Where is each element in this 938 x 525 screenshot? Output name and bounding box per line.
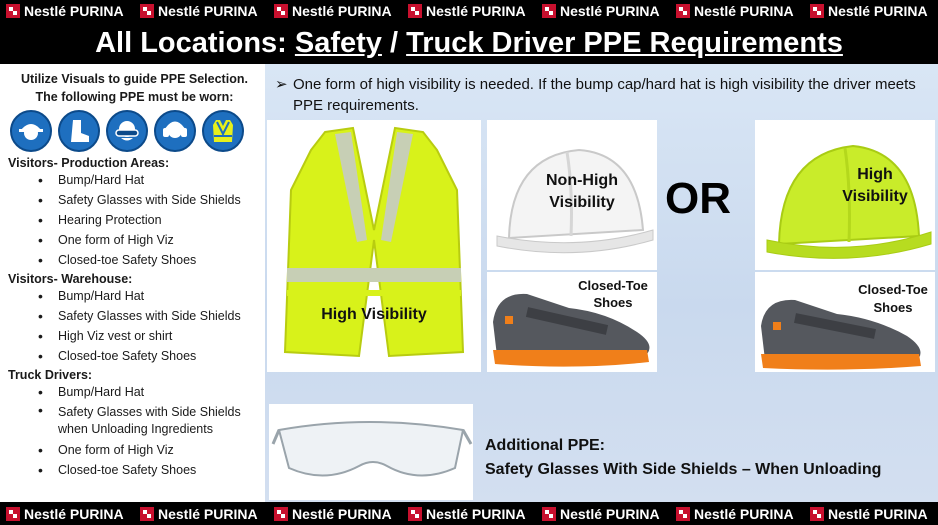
yellow-hat-caption-2: Visibility xyxy=(842,188,908,205)
brand-logo-item xyxy=(0,502,134,525)
visibility-note xyxy=(275,74,938,116)
nestle-purina-logo-icon xyxy=(408,4,422,18)
shoes-caption-2a: Closed-Toe xyxy=(858,282,928,297)
brand-label: Nestlé PURINA xyxy=(426,505,526,522)
title-prefix: All Locations: xyxy=(95,26,295,59)
high-visibility-hard-hat-image xyxy=(755,120,935,270)
brand-label: Nestlé PURINA xyxy=(158,3,258,19)
nestle-purina-logo-icon xyxy=(6,507,20,521)
list-warehouse xyxy=(8,286,261,366)
list-item: • Bump/Hard Hat xyxy=(38,286,261,306)
nestle-purina-logo-icon xyxy=(676,4,690,18)
visual-guide-panel xyxy=(265,64,938,502)
shoes-caption-1b: Shoes xyxy=(593,295,633,310)
brand-logo-item xyxy=(804,502,938,525)
brand-label: Nestlé PURINA xyxy=(292,3,392,19)
brand-logo-item xyxy=(134,0,268,22)
brand-label: Nestlé PURINA xyxy=(828,505,928,522)
list-truck-drivers xyxy=(8,382,261,480)
hard-hat-icon xyxy=(10,110,52,152)
brand-label: Nestlé PURINA xyxy=(694,505,794,522)
nestle-purina-logo-icon xyxy=(676,507,690,521)
title-truck-driver: Truck Driver PPE Requirements xyxy=(406,26,843,59)
vest-image xyxy=(267,120,481,372)
intro-line-1: Utilize Visuals to guide PPE Selection. xyxy=(21,72,248,86)
nestle-purina-logo-icon xyxy=(140,507,154,521)
section-heading-warehouse: Visitors- Warehouse: xyxy=(8,272,133,286)
arrow-bullet-icon: ➢ xyxy=(275,76,288,93)
closed-toe-shoes-image-2 xyxy=(755,272,935,372)
white-hard-hat-image xyxy=(487,120,657,270)
title-safety: Safety xyxy=(294,26,382,59)
nestle-purina-logo-icon xyxy=(542,507,556,521)
shoes-caption-2b: Shoes xyxy=(873,300,913,315)
additional-ppe-block xyxy=(485,434,881,482)
title-separator: / xyxy=(381,26,407,59)
list-item: • Closed-toe Safety Shoes xyxy=(38,460,261,480)
list-item: • Hearing Protection xyxy=(38,210,261,230)
high-visibility-vest-icon xyxy=(202,110,244,152)
brand-label: Nestlé PURINA xyxy=(24,505,124,522)
nestle-purina-logo-icon xyxy=(542,4,556,18)
list-production xyxy=(8,170,261,270)
safety-glasses-icon xyxy=(269,404,473,500)
or-separator: OR xyxy=(665,174,731,223)
list-item: • Safety Glasses with Side Shields xyxy=(38,190,261,210)
brand-label: Nestlé PURINA xyxy=(560,505,660,522)
ear-protection-icon xyxy=(154,110,196,152)
brand-label: Nestlé PURINA xyxy=(560,3,660,19)
list-item: • Safety Glasses with Side Shields when Unloading Ingredients xyxy=(38,402,261,440)
visibility-note-text: One form of high visibility is needed. If the bump cap/hard hat is high visibility the driver meets PPE requirements. xyxy=(293,76,916,114)
brand-label: Nestlé PURINA xyxy=(426,3,526,19)
brand-logo-item xyxy=(268,0,402,22)
white-hat-caption-2: Visibility xyxy=(549,194,615,211)
brand-label: Nestlé PURINA xyxy=(158,505,258,522)
high-visibility-vest-icon xyxy=(267,120,481,372)
safety-glasses-image xyxy=(269,404,473,500)
brand-logo-item xyxy=(670,502,804,525)
list-item: • Bump/Hard Hat xyxy=(38,170,261,190)
brand-logo-item xyxy=(536,0,670,22)
list-item: • Bump/Hard Hat xyxy=(38,382,261,402)
nestle-purina-logo-icon xyxy=(140,4,154,18)
list-item: • High Viz vest or shirt xyxy=(38,326,261,346)
ppe-icons-row xyxy=(10,110,261,152)
safety-boot-icon xyxy=(58,110,100,152)
closed-toe-shoes-image-1 xyxy=(487,272,657,372)
list-item: • Closed-toe Safety Shoes xyxy=(38,346,261,366)
shoes-caption-1a: Closed-Toe xyxy=(578,278,648,293)
brand-label: Nestlé PURINA xyxy=(694,3,794,19)
brand-logo-item xyxy=(402,502,536,525)
section-heading-truck-drivers: Truck Drivers: xyxy=(8,368,93,382)
list-item: • Safety Glasses with Side Shields xyxy=(38,306,261,326)
safety-glasses-icon xyxy=(106,110,148,152)
bottom-brand-bar xyxy=(0,502,938,525)
section-heading-production: Visitors- Production Areas: xyxy=(8,156,170,170)
nestle-purina-logo-icon xyxy=(274,4,288,18)
brand-logo-item xyxy=(134,502,268,525)
brand-logo-item xyxy=(268,502,402,525)
brand-logo-item xyxy=(670,0,804,22)
brand-logo-item xyxy=(402,0,536,22)
list-item: • Closed-toe Safety Shoes xyxy=(38,250,261,270)
brand-logo-item xyxy=(804,0,938,22)
nestle-purina-logo-icon xyxy=(810,4,824,18)
intro-line-2: The following PPE must be worn: xyxy=(35,90,234,104)
list-item: • One form of High Viz xyxy=(38,230,261,250)
nestle-purina-logo-icon xyxy=(810,507,824,521)
nestle-purina-logo-icon xyxy=(408,507,422,521)
white-hat-caption-1: Non-High xyxy=(546,172,618,189)
top-brand-bar xyxy=(0,0,938,22)
brand-logo-item xyxy=(0,0,134,22)
additional-ppe-title: Additional PPE: xyxy=(485,437,605,454)
nestle-purina-logo-icon xyxy=(274,507,288,521)
brand-logo-item xyxy=(536,502,670,525)
brand-label: Nestlé PURINA xyxy=(24,3,124,19)
list-item: • One form of High Viz xyxy=(38,440,261,460)
brand-label: Nestlé PURINA xyxy=(292,505,392,522)
ppe-list-panel xyxy=(0,64,265,502)
nestle-purina-logo-icon xyxy=(6,4,20,18)
additional-ppe-text: Safety Glasses With Side Shields – When Unloading xyxy=(485,461,882,478)
page-title xyxy=(0,22,938,64)
yellow-hat-caption-1: High xyxy=(857,166,893,183)
brand-label: Nestlé PURINA xyxy=(828,3,928,19)
vest-caption: High Visibility xyxy=(321,306,427,323)
